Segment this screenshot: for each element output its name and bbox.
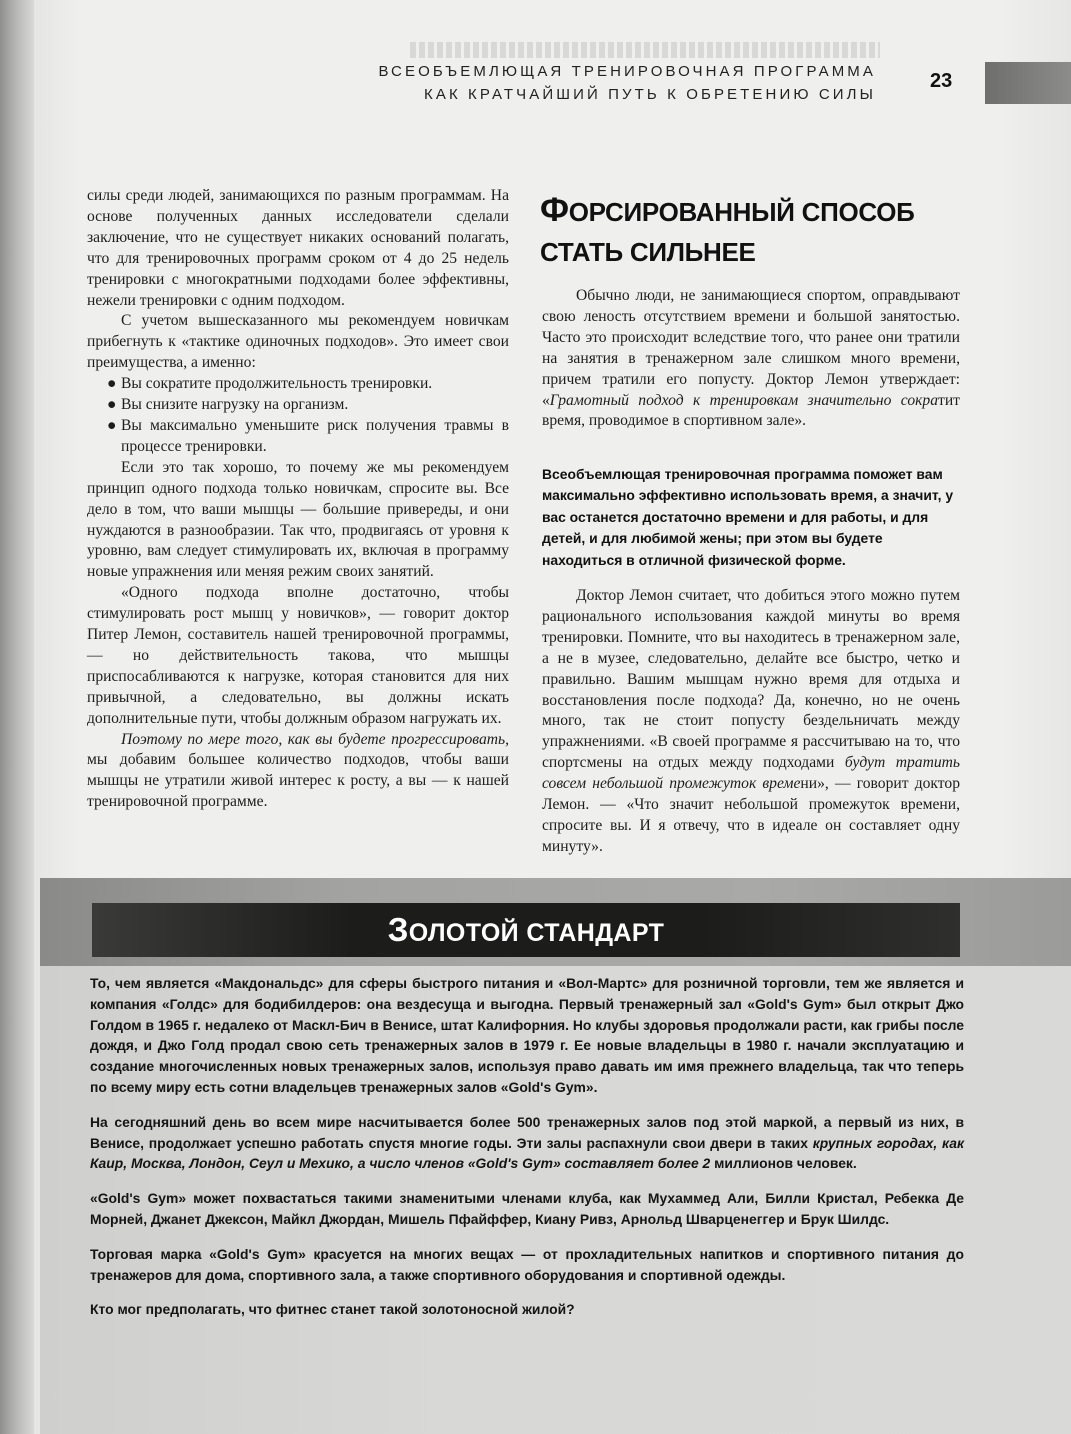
paragraph [87, 730, 509, 814]
title-initial: З [387, 911, 409, 948]
bleed-through-text [410, 42, 880, 58]
bullet-text: Вы максимально уменьшите риск получения травмы в процессе тренировки. [121, 416, 509, 455]
right-column-top [542, 286, 960, 432]
right-column-bottom [542, 586, 960, 858]
paragraph [542, 586, 960, 858]
italic-text: будут тратить совсем небольшой промежуток време [542, 754, 960, 793]
italic-text: Поэтому по мере того, как вы будете прогрессировать, [121, 730, 509, 748]
paragraph [542, 286, 960, 432]
bullet-icon: ● [107, 416, 117, 434]
page-number: 23 [930, 70, 953, 92]
sidebar-paragraph: Кто мог предполагать, что фитнес станет такой золотоносной жилой? [90, 1301, 575, 1318]
sidebar-paragraph: Торговая марка «Gold's Gym» красуется на многих вещах — от прохладительных напитков и спортивного питания до тренажеров для дома, спортивного зала, а также спортивного оборудования и спортивной одежды. [90, 1245, 964, 1283]
sidebar-paragraph: «Gold's Gym» может похвастаться такими знаменитыми членами клуба, как Мухаммед Али, Билли Кристал, Ребекка Де Морней, Джанет Джексон, Майкл Джордан, Мишель Пфайффер, Киану Ривз, Арнольд Шварценеггер и Брук Шилдс. [90, 1190, 964, 1227]
paragraph-text: тит время, проводимое в спортивном зале». [542, 391, 960, 430]
bullet-item [87, 374, 509, 395]
italic-text: крупных городах, как Каир, Москва, Лондон, Сеул и Мехико, а число членов «Gold's Gym» составляет более 2 [90, 1134, 964, 1172]
sidebar-paragraph [90, 1112, 964, 1174]
title-initial: Ф [540, 191, 569, 229]
paragraph: С учетом вышесказанного мы рекомендуем новичкам прибегнуть к «тактике одиночных подходов». Это имеет свои преимущества, а именно: [87, 312, 509, 372]
italic-text: Грамотный подход к тренировкам значительно сокра [549, 391, 939, 409]
paragraph: Если это так хорошо, то почему же мы рекомендуем принцип одного подхода только новичкам, спросите вы. Все дело в том, что ваши мышцы — большие привереды, и они нуждаются в разнообразии. Так что, продвигаясь от уровня к уровню, вам следует стимулировать их, включая в программу новые упражнения или меняя режим своих занятий. [87, 458, 509, 581]
bullet-item [87, 416, 509, 458]
paragraph-text: Обычно люди, не занимающиеся спортом, оправдывают свою леность отсутствием времени и большой занятостью. Часто это происходит вследствие того, что ранее они тратили на занятия в тренажерном зале слишком много времени, причем тратили его попусту. Доктор Лемон утверждает: « [542, 287, 960, 409]
running-head [378, 60, 876, 106]
left-column [87, 186, 509, 813]
paragraph-text: миллионов человек. [710, 1155, 857, 1172]
bullet-icon: ● [107, 375, 117, 393]
bullet-text: Вы снизите нагрузку на организм. [121, 396, 349, 414]
paragraph: «Одного подхода вполне достаточно, чтобы стимулировать рост мышц у новичков», — говорит доктор Питер Лемон, составитель нашей тренировочной программы, — но действительность такова, что мышцы приспосабливаются к нагрузке, которая становится для них привычной, а следовательно, вы должны искать дополнительные пути, чтобы должным образом нагружать их. [87, 584, 509, 727]
sidebar-title [92, 903, 960, 957]
paragraph-text: На сегодняшний день во всем мире насчитывается более 500 тренажерных залов под этой маркой, а первый из них, в Венисе, продолжает успешно работать спустя многие годы. Эти залы распахнули свои двери в таких [90, 1113, 964, 1151]
section-title-line-2: СТАТЬ СИЛЬНЕЕ [540, 237, 756, 267]
paragraph-text: Доктор Лемон считает, что добиться этого можно путем рационального использования каждой минуты во время тренировки. Помните, что вы находитесь в тренажерном зале, а не в музее, следовательно, делайте все быстро, четко и правильно. Вашим мышцам нужно время для отдыха и восстановления после подхода? Да, конечно, но не очень много, так не стоит попусту бездельничать между упражнениями. «В своей программе я рассчитываю на то, что спортсмены на отдых между подходами [542, 587, 960, 772]
title-rest: ОРСИРОВАННЫЙ СПОСОБ [568, 197, 915, 227]
paragraph-text: ни», — говорит доктор Лемон. — «Что значит небольшой промежуток времени, спросите вы. И я отвечу, что в идеале он составляет одну минуту». [542, 775, 960, 855]
paragraph-text: мы добавим большее количество подходов, чтобы ваши мышцы не утратили живой интерес к росту, а вы — к нашей тренировочной программе. [87, 751, 509, 811]
title-rest: ОЛОТОЙ СТАНДАРТ [408, 919, 665, 947]
paragraph: силы среди людей, занимающихся по разным программам. На основе полученных данных исследователи сделали заключение, что не существует никаких оснований полагать, что для тренировочных программ сроком от 4 до 25 недель тренировки с многократными подходами более эффективны, нежели тренировки с одним подходом. [87, 187, 509, 309]
running-head-line-1: ВСЕОБЪЕМЛЮЩАЯ ТРЕНИРОВОЧНАЯ ПРОГРАММА [378, 63, 876, 80]
bullet-icon: ● [107, 396, 117, 414]
pull-quote: Всеобъемлющая тренировочная программа поможет вам максимально эффективно использовать время, а значит, у вас останется достаточно времени и для работы, и для детей, и для любимой жены; при этом вы будете находиться в отличной физической форме. [542, 466, 954, 568]
sidebar-paragraph: То, чем является «Макдональдс» для сферы быстрого питания и «Вол-Мартс» для розничной торговли, тем же является и компания «Голдс» для бодибилдеров: она вездесуща и выгодна. Первый тренажерный зал «Gold's Gym» был открыт Джо Голдом в 1965 г. недалеко от Маскл-Бич в Венисе, штат Калифорния. Но клубы здоровья продолжали расти, как грибы после дождя, и Джо Голд продал свою сеть тренажерных залов в 1979 г. Ее новые владельцы в 1980 г. начали эксплуатацию и создание многочисленных новых тренажерных залов, используя право давать им имя прежнего владельца, так что теперь по всему миру есть сотни владельцев тренажерных залов «Gold's Gym». [90, 975, 964, 1095]
bullet-item [87, 395, 509, 416]
book-spine-shadow [0, 0, 34, 1434]
bullet-text: Вы сократите продолжительность тренировки. [121, 375, 433, 393]
running-head-line-2: КАК КРАТЧАЙШИЙ ПУТЬ К ОБРЕТЕНИЮ СИЛЫ [424, 86, 876, 103]
section-title [540, 190, 915, 272]
sidebar-text [90, 973, 964, 1334]
section-title-line-1 [540, 190, 915, 232]
header-tab-block [985, 62, 1071, 104]
